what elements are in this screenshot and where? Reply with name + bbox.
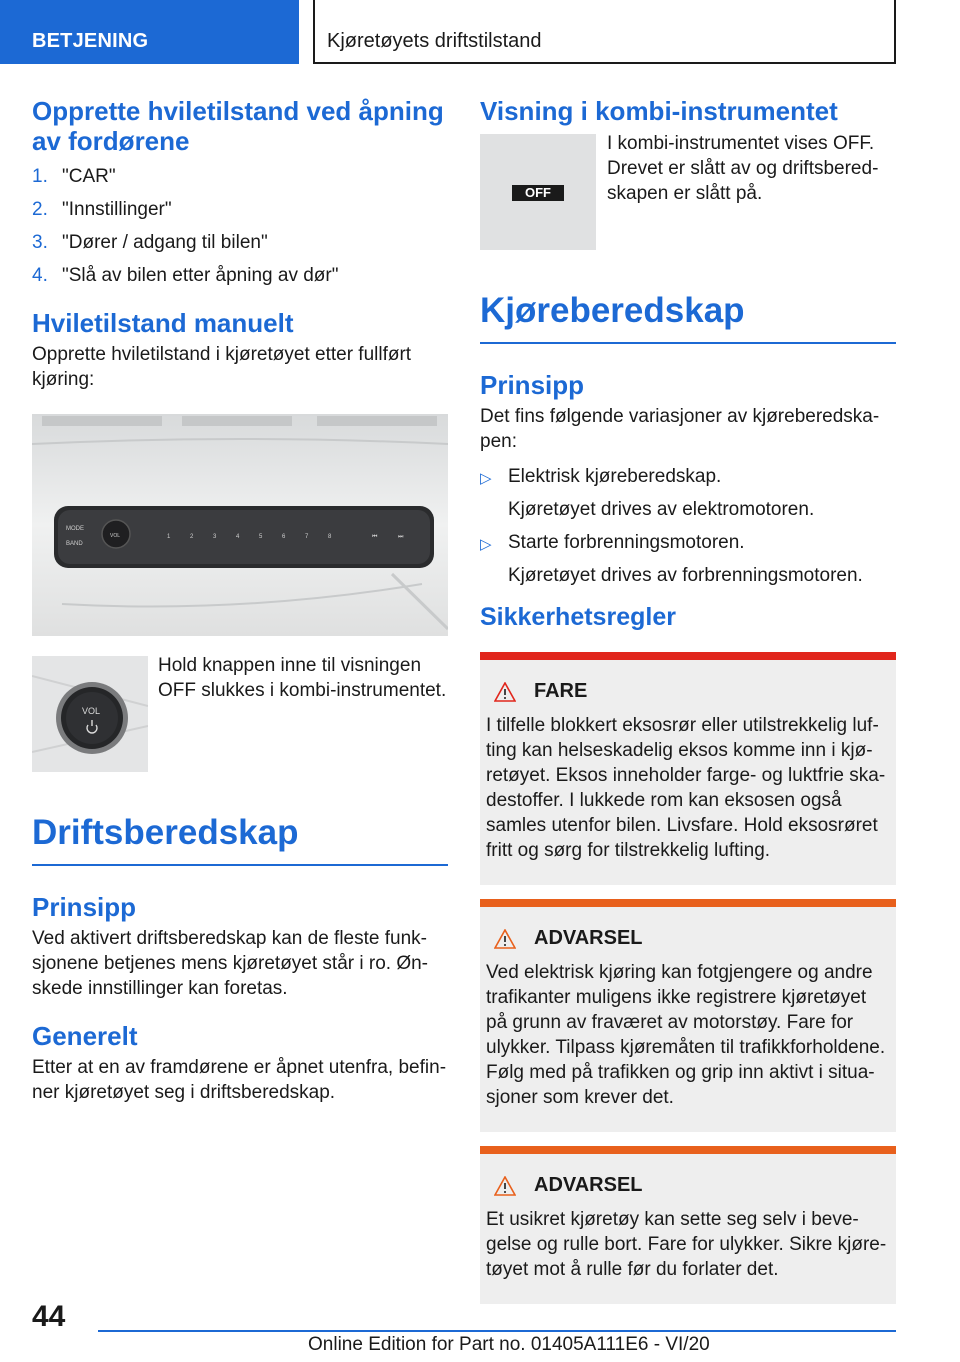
knob-caption: Hold knappen inne til visningen OFF slukkes i kombi-instrumentet. [158, 655, 447, 701]
warning-triangle-icon [494, 929, 516, 949]
band-label: BAND [66, 541, 83, 547]
warning-header [486, 927, 890, 950]
heading-principle-left: Prinsipp [32, 892, 137, 922]
display-text: I kombi-instrumentet vises OFF. Drevet er slått av og driftsberedskapen er slått på. [607, 133, 879, 204]
list-item [32, 197, 448, 222]
variant-sub: Kjøretøyet drives av elektromotoren. [508, 499, 815, 520]
sleep-manual-text: Opprette hviletilstand i kjøretøyet etter fullført kjøring: [32, 344, 412, 390]
heading-safety: Sikkerhetsregler [480, 603, 676, 631]
heading-general: Generelt [32, 1021, 138, 1051]
step-number: 1. [32, 166, 48, 187]
section-title: BETJENING [32, 30, 149, 52]
warning-box-caution-electric [480, 899, 896, 1132]
skip-back-icon: ⏮ [372, 534, 378, 540]
preset-5: 5 [259, 534, 263, 540]
variant-title: Elektrisk kjøreberedskap. [508, 466, 722, 487]
knob-row [32, 656, 448, 772]
chapter-tab [313, 0, 896, 64]
warning-box-danger [480, 652, 896, 885]
heading-display: Visning i kombi-instrumentet [480, 96, 838, 126]
preset-8: 8 [328, 534, 332, 540]
mode-label: MODE [66, 526, 84, 532]
principle-text-left: Ved aktivert driftsberedskap kan de fleste funksjonene betjenes mens kjøretøyet står i ro. Ønskede innstillinger kan foretas. [32, 928, 428, 999]
step-text: "Dører / adgang til bilen" [62, 232, 268, 253]
step-number: 4. [32, 265, 48, 286]
variants-list [480, 464, 896, 588]
preset-3: 3 [213, 534, 217, 540]
warning-text: Ved elektrisk kjøring kan fotgjengere og andre trafikanter muligens ikke registrere kjøretøyet på grunn av fraværet av motorstøy. Fare for ulykker. Tilpass kjøremåten til trafikkforholdene. Følg med på trafikken og grip inn aktivt i situasjoner som krever det. [486, 962, 886, 1108]
footer-rule [98, 1330, 896, 1332]
step-text: "Innstillinger" [62, 199, 172, 220]
step-number: 2. [32, 199, 48, 220]
warning-text: I tilfelle blokkert eksosrør eller utilstrekkelig lufting kan helseskadelig eksos komme inn i kjøretøyet. Eksos inneholder farge- og luktfrie skadestoffer. I lukkede rom kan eksosen også samles utenfor bilen. Livsfare. Hold eksosrøret fritt og sørg for tilstrekkelig lufting. [486, 715, 886, 861]
step-text: "CAR" [62, 166, 116, 187]
preset-6: 6 [282, 534, 286, 540]
variant-sub: Kjøretøyet drives av forbrenningsmotoren. [508, 565, 863, 586]
chapter-title: Kjøretøyets driftstilstand [327, 30, 542, 52]
right-column [480, 96, 896, 1304]
triangle-bullet-icon: ▷ [480, 470, 492, 487]
heading-drive-readiness: Kjøreberedskap [480, 290, 896, 344]
warning-triangle-icon [494, 1176, 516, 1196]
heading-readiness: Driftsberedskap [32, 812, 448, 866]
edition-note: Online Edition for Part no. 01405A111E6 - VI/20 [308, 1334, 710, 1355]
warning-title: ADVARSEL [534, 1174, 643, 1196]
list-item [32, 263, 448, 288]
list-item [480, 530, 896, 557]
triangle-bullet-icon: ▷ [480, 536, 492, 553]
knob-vol-label: VOL [82, 706, 101, 716]
section-tab [0, 0, 299, 64]
heading-sleep-manual: Hviletilstand manuelt [32, 308, 294, 338]
volume-knob-photo [32, 656, 148, 772]
warning-text: Et usikret kjøretøy kan sette seg selv i bevegelse og rulle bort. Fare for ulykker. Sikre kjøretøyet mot å rulle før du forlater det. [486, 1209, 887, 1280]
heading-sleep-open: Opprette hviletilstand ved åpning av fordørene [32, 96, 444, 156]
off-indicator: OFF [512, 185, 564, 201]
left-column [32, 96, 448, 1105]
step-text: "Slå av bilen etter åpning av dør" [62, 265, 339, 286]
preset-7: 7 [305, 534, 309, 540]
warning-triangle-icon [494, 682, 516, 702]
list-item [480, 464, 896, 491]
preset-4: 4 [236, 534, 240, 540]
display-row [480, 134, 896, 250]
warning-title: ADVARSEL [534, 927, 643, 949]
warning-header [486, 680, 890, 703]
variant-title: Starte forbrenningsmotoren. [508, 532, 745, 553]
warning-box-caution-rolling [480, 1146, 896, 1304]
step-number: 3. [32, 232, 48, 253]
warning-header [486, 1174, 890, 1197]
heading-principle-right: Prinsipp [480, 370, 585, 400]
list-item [32, 230, 448, 255]
list-item [32, 164, 448, 189]
preset-1: 1 [167, 534, 171, 540]
off-display-image [480, 134, 596, 250]
steps-list [32, 164, 448, 288]
center-console-photo [32, 414, 448, 636]
vol-label: VOL [110, 533, 121, 539]
skip-forward-icon: ⏭ [398, 534, 404, 540]
general-text: Etter at en av framdørene er åpnet utenfra, befinner kjøretøyet seg i driftsberedskap. [32, 1057, 447, 1103]
page-number: 44 [32, 1300, 66, 1333]
preset-2: 2 [190, 534, 194, 540]
principle-text-right: Det fins følgende variasjoner av kjøreberedskapen: [480, 406, 880, 452]
warning-title: FARE [534, 680, 588, 702]
